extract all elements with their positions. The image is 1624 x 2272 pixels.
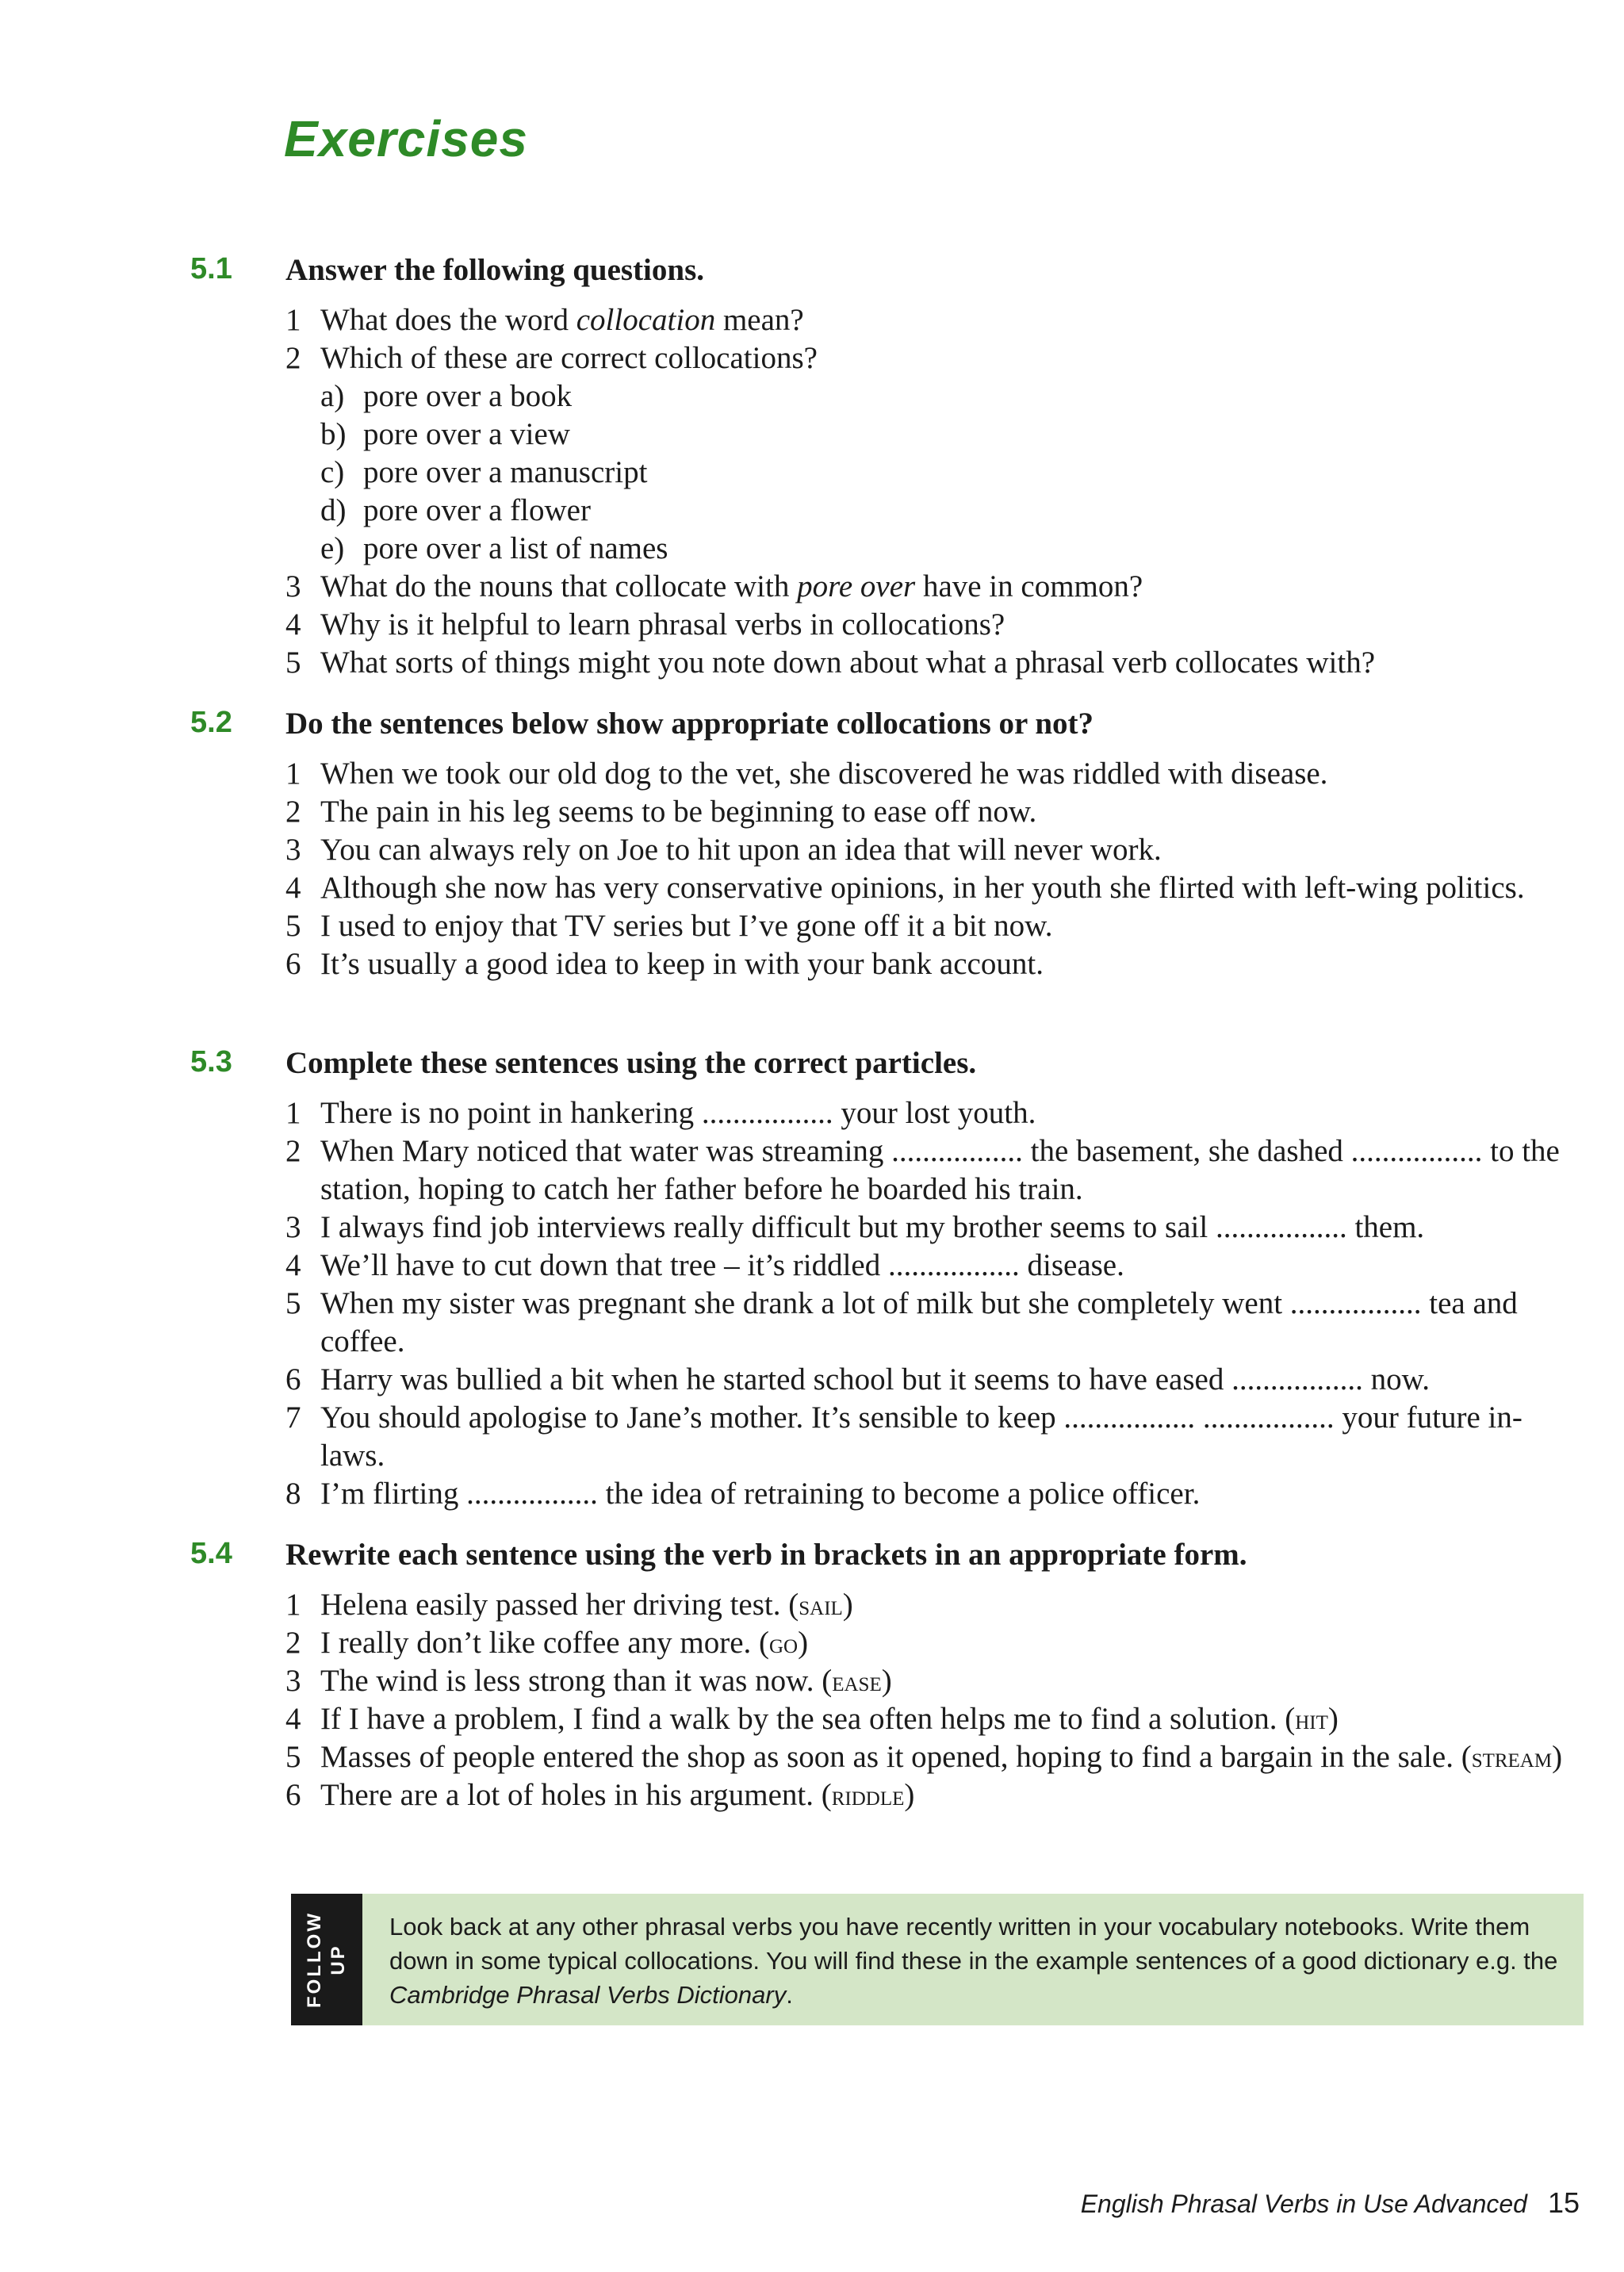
section-instruction: Answer the following questions.: [285, 253, 705, 287]
sentence-item: 6 It’s usually a good idea to keep in with your bank account.: [285, 947, 1044, 981]
rewrite-list: [285, 1586, 1570, 1814]
gap-fill-item: 6 Harry was bullied a bit when he started school but it seems to have eased ................. now.: [285, 1362, 1430, 1397]
gap-fill-item: 3 I always find job interviews really difficult but my brother seems to sail ................. them.: [285, 1210, 1425, 1244]
option-item: d) pore over a flower: [320, 493, 591, 527]
rewrite-item: 1 Helena easily passed her driving test. (sail): [285, 1588, 853, 1622]
rewrite-item: 6 There are a lot of holes in his argument. (riddle): [285, 1778, 915, 1812]
rewrite-item: 4 If I have a problem, I find a walk by the sea often helps me to find a solution. (hit): [285, 1702, 1339, 1736]
page-footer: [1081, 2186, 1580, 2220]
question-item: 5 What sorts of things might you note down about what a phrasal verb collocates with?: [285, 646, 1376, 680]
question-item: 4 Why is it helpful to learn phrasal verbs in collocations?: [285, 607, 1005, 642]
gap-fill-item: 4 We’ll have to cut down that tree – it’s riddled ................. disease.: [285, 1248, 1124, 1282]
gap-fill-item: 5 When my sister was pregnant she drank a lot of milk but she completely went ................. tea and coffee.: [285, 1286, 1518, 1358]
sentence-item: 5 I used to enjoy that TV series but I’ve gone off it a bit now.: [285, 909, 1053, 943]
option-list: [285, 377, 1570, 568]
gap-fill-item: 7 You should apologise to Jane’s mother. It’s sensible to keep ................. ................. your future in-laws.: [285, 1400, 1522, 1473]
question-list: [285, 301, 1570, 682]
follow-up-text: Look back at any other phrasal verbs you have recently written in your vocabulary notebooks. Write them down in some typical collocations. You will find these in the example sentences of a good dictionary e.g. the Cambridge Phrasal Verbs Dictionary.: [389, 1913, 1558, 2009]
gap-fill-item: 8 I’m flirting ................. the idea of retraining to become a police officer.: [285, 1477, 1201, 1511]
section-instruction: Do the sentences below show appropriate collocations or not?: [285, 707, 1094, 741]
book-title: English Phrasal Verbs in Use Advanced: [1080, 2190, 1527, 2218]
section-instruction: Complete these sentences using the correct particles.: [285, 1046, 977, 1080]
follow-up-tab: [291, 1894, 362, 2025]
question-item: 1 What does the word collocation mean?: [285, 303, 804, 337]
follow-up-label: FOLLOW UP: [304, 1911, 349, 2008]
question-item: 2 Which of these are correct collocations?: [285, 341, 818, 375]
section-number: 5.4: [190, 1537, 232, 1570]
question-item: 3 What do the nouns that collocate with pore over have in common?: [285, 569, 1143, 603]
rewrite-item: 2 I really don’t like coffee any more. (go): [285, 1626, 809, 1660]
sentence-item: 2 The pain in his leg seems to be beginning to ease off now.: [285, 795, 1037, 829]
follow-up-box: [291, 1894, 1584, 2025]
option-item: b) pore over a view: [320, 417, 570, 451]
section-number: 5.2: [190, 706, 232, 739]
sentence-item: 4 Although she now has very conservative opinions, in her youth she flirted with left-wing politics.: [285, 871, 1525, 905]
sentence-item: 3 You can always rely on Joe to hit upon an idea that will never work.: [285, 833, 1162, 867]
rewrite-item: 5 Masses of people entered the shop as soon as it opened, hoping to find a bargain in the sale. (stream): [285, 1740, 1563, 1774]
sentence-list: [285, 755, 1570, 983]
page-number: 15: [1547, 2186, 1580, 2219]
gap-fill-item: 1 There is no point in hankering ................. your lost youth.: [285, 1096, 1036, 1130]
option-item: a) pore over a book: [320, 379, 573, 413]
rewrite-item: 3 The wind is less strong than it was now. (ease): [285, 1664, 892, 1698]
option-item: c) pore over a manuscript: [320, 455, 648, 489]
option-item: e) pore over a list of names: [320, 531, 668, 565]
section-instruction: Rewrite each sentence using the verb in brackets in an appropriate form.: [285, 1538, 1247, 1572]
section-number: 5.1: [190, 252, 232, 285]
gap-fill-item: 2 When Mary noticed that water was streaming ................. the basement, she dashed ................. to the station, hoping to catch her father before he boarded his train.: [285, 1134, 1560, 1206]
section-number: 5.3: [190, 1045, 232, 1079]
gap-fill-list: [285, 1094, 1570, 1513]
sentence-item: 1 When we took our old dog to the vet, she discovered he was riddled with disease.: [285, 757, 1328, 791]
page-title: Exercises: [284, 110, 528, 167]
